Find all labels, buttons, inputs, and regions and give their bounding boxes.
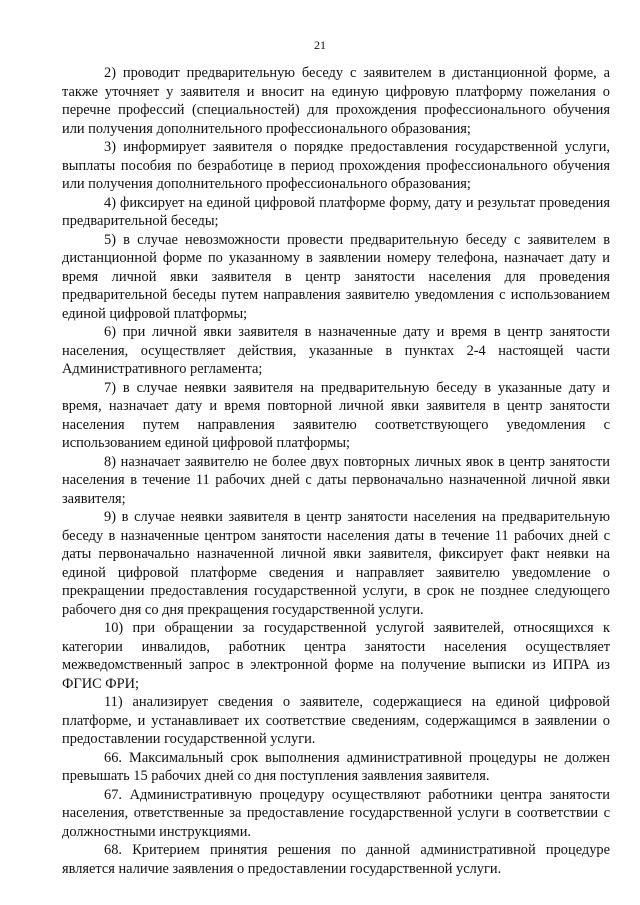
paragraph-item-8: 8) назначает заявителю не более двух повторных личных явок в центр занятости населения в течение 11 рабочих дней с даты первоначально назначенной личной явки заявителя; [62,453,610,507]
paragraph-item-6: 6) при личной явки заявителя в назначенные дату и время в центр занятости населения, осуществляет действия, указанные в пунктах 2-4 настоящей части Административного регламента; [62,324,610,377]
paragraph-section-67: 67. Административную процедуру осуществляют работники центра занятости населения, ответственные за предоставление государственной услуги в соответствии с должностными инструкциями. [62,786,610,840]
paragraph-item-4: 4) фиксирует на единой цифровой платформе форму, дату и результат проведения предварительной беседы; [62,194,610,229]
paragraph-item-2: 2) проводит предварительную беседу с заявителем в дистанционной форме, а также уточняет у заявителя и вносит на единую цифровую платформу пожелания о перечне профессий (специальностей) для прохождения профессионального обучения или получения дополнительного профессионального образования; [62,65,610,137]
paragraph-item-11: 11) анализирует сведения о заявителе, содержащиеся на единой цифровой платформе, и устанавливает их соответствие сведениям, содержащимся в заявлении о предоставлении государственной услуги. [62,694,610,747]
paragraph-item-3: 3) информирует заявителя о порядке предоставления государственной услуги, выплаты пособия по безработице в период прохождения профессионального обучения или получения дополнительного профессионального образования; [62,139,610,192]
paragraph-item-7: 7) в случае неявки заявителя на предварительную беседу в указанные дату и время, назначает дату и время повторной личной явки заявителя в центр занятости населения путем направления заявителю соответствующего уведомления с использованием единой цифровой платформы; [62,379,610,451]
document-body [62,64,610,878]
paragraph-section-68: 68. Критерием принятия решения по данной административной процедуре является наличие заявления о предоставлении государственной услуги. [62,842,610,877]
paragraph-item-5: 5) в случае невозможности провести предварительную беседу с заявителем в дистанционной форме по указанному в заявлении номеру телефона, назначает дату и время личной явки заявителя в центр занятости населения для проведения предварительной беседы путем направления заявителю уведомления с использованием единой цифровой платформы; [62,231,610,322]
paragraph-section-66: 66. Максимальный срок выполнения административной процедуры не должен превышать 15 рабочих дней со дня поступления заявления заявителя. [62,749,610,784]
page-number: 21 [314,38,326,52]
paragraph-item-10: 10) при обращении за государственной услугой заявителей, относящихся к категории инвалидов, работник центра занятости населения осуществляет межведомственный запрос в электронной форме на получение выписки из ИПРА из ФГИС ФРИ; [62,620,610,692]
paragraph-item-9: 9) в случае неявки заявителя в центр занятости населения на предварительную беседу в назначенные центром занятости населения даты в течение 11 рабочих дней с даты первоначально назначенной личной явки заявителя, фиксирует факт неявки на единой цифровой платформе сведения и направляет заявителю уведомление о прекращении предоставления государственной услуги, в срок не позднее следующего рабочего дня со дня прекращения государственной услуги. [62,509,610,618]
